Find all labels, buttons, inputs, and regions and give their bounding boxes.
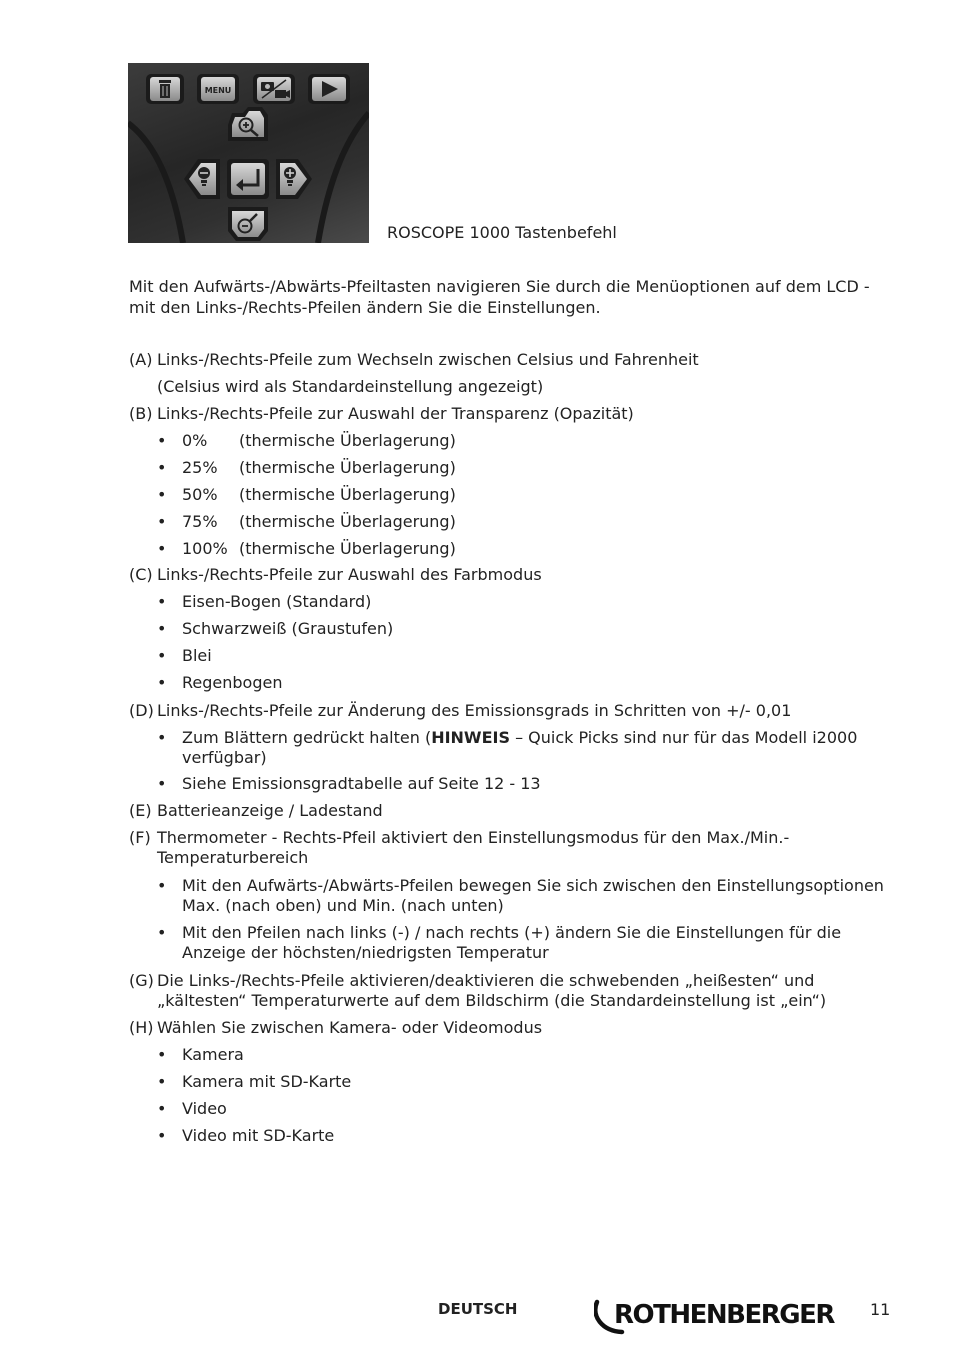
opacity-value: 75% bbox=[182, 512, 218, 531]
page-number: 11 bbox=[870, 1300, 891, 1319]
bullet-item: • Video bbox=[157, 1099, 887, 1119]
item-text: Links-/Rechts-Pfeile zur Auswahl der Transparenz (Opazität) bbox=[157, 404, 634, 423]
item-a-note bbox=[129, 377, 889, 397]
item-text: Batterieanzeige / Ladestand bbox=[157, 801, 383, 820]
bullet-item: • 0% (thermische Überlagerung) bbox=[157, 431, 456, 450]
bullet-item: • Siehe Emissionsgradtabelle auf Seite 12 - 13 bbox=[157, 774, 887, 794]
bullet-item: • Kamera bbox=[157, 1045, 887, 1065]
item-text: Wählen Sie zwischen Kamera- oder Videomodus bbox=[157, 1018, 543, 1037]
list-item-d bbox=[129, 701, 889, 721]
bullet-text: Video bbox=[182, 1099, 227, 1118]
item-letter: (C) bbox=[129, 565, 153, 584]
list-item-b bbox=[129, 404, 889, 424]
item-text: Thermometer - Rechts-Pfeil aktiviert den Einstellungsmodus für den Max./Min.-Temperaturbereich bbox=[157, 828, 790, 867]
item-text: Die Links-/Rechts-Pfeile aktivieren/deaktivieren die schwebenden „heißesten“ und „kältesten“ Temperaturwerte auf dem Bildschirm (die Standardeinstellung ist „ein“) bbox=[157, 971, 827, 1010]
list-item-g bbox=[129, 971, 889, 1011]
keypad-illustration bbox=[128, 63, 369, 243]
down-zoom-out-button[interactable] bbox=[228, 207, 268, 241]
delete-button[interactable] bbox=[146, 74, 184, 104]
play-button[interactable] bbox=[308, 74, 350, 104]
bullet-item: • Schwarzweiß (Graustufen) bbox=[157, 619, 887, 639]
bullet-text: Video mit SD-Karte bbox=[182, 1126, 335, 1145]
opacity-value: 0% bbox=[182, 431, 208, 450]
opacity-value: 25% bbox=[182, 458, 218, 477]
item-text: Links-/Rechts-Pfeile zur Änderung des Emissionsgrads in Schritten von +/- 0,01 bbox=[157, 701, 792, 720]
item-text: Links-/Rechts-Pfeile zur Auswahl des Farbmodus bbox=[157, 565, 542, 584]
bullet-text: Schwarzweiß (Graustufen) bbox=[182, 619, 394, 638]
item-letter: (B) bbox=[129, 404, 153, 423]
bullet-item: • 50% (thermische Überlagerung) bbox=[157, 485, 456, 504]
list-item-c bbox=[129, 565, 889, 585]
bullet-item: • Zum Blättern gedrückt halten (HINWEIS – Quick Picks sind nur für das Modell i2000 verfügbar) bbox=[157, 728, 858, 767]
item-letter: (D) bbox=[129, 701, 154, 720]
bullet-text: (thermische Überlagerung) bbox=[239, 539, 456, 558]
bullet-item: • 25% (thermische Überlagerung) bbox=[157, 458, 456, 477]
opacity-value: 50% bbox=[182, 485, 218, 504]
bullet-item: • 75% (thermische Überlagerung) bbox=[157, 512, 456, 531]
bullet-item: • Regenbogen bbox=[157, 673, 887, 693]
rothenberger-logo bbox=[594, 1296, 844, 1336]
bullet-text: Mit den Pfeilen nach links (-) / nach rechts (+) ändern Sie die Einstellungen für die Anzeige der höchsten/niedrigsten Temperatur bbox=[182, 923, 842, 962]
item-text: Links-/Rechts-Pfeile zum Wechseln zwischen Celsius und Fahrenheit bbox=[157, 350, 699, 369]
list-item-a bbox=[129, 350, 889, 370]
bullet-text-cont: – Quick Picks sind nur für das Modell i2000 verfügbar) bbox=[182, 728, 858, 767]
bullet-text: Kamera bbox=[182, 1045, 244, 1064]
bullet-item: • Mit den Pfeilen nach links (-) / nach rechts (+) ändern Sie die Einstellungen für die Anzeige der höchsten/niedrigsten Temperatur bbox=[157, 923, 887, 963]
bullet-text: Regenbogen bbox=[182, 673, 283, 692]
bullet-item: • Eisen-Bogen (Standard) bbox=[157, 592, 887, 612]
bullet-text: (thermische Überlagerung) bbox=[239, 458, 456, 477]
item-letter: (H) bbox=[129, 1018, 154, 1037]
bullet-text: Siehe Emissionsgradtabelle auf Seite 12 - 13 bbox=[182, 774, 541, 793]
bullet-item: • Video mit SD-Karte bbox=[157, 1126, 887, 1146]
bullet-text: Blei bbox=[182, 646, 212, 665]
item-letter: (G) bbox=[129, 971, 154, 990]
bullet-text: Mit den Aufwärts-/Abwärts-Pfeilen bewegen Sie sich zwischen den Einstellungsoptionen Max. (nach oben) und Min. (nach unten) bbox=[182, 876, 884, 915]
opacity-value: 100% bbox=[182, 539, 228, 558]
bullet-text: Eisen-Bogen (Standard) bbox=[182, 592, 372, 611]
item-note: (Celsius wird als Standardeinstellung angezeigt) bbox=[157, 377, 544, 396]
camera-video-button[interactable] bbox=[253, 74, 295, 104]
item-letter: (E) bbox=[129, 801, 152, 820]
trash-icon bbox=[159, 80, 171, 98]
bullet-item: • Kamera mit SD-Karte bbox=[157, 1072, 887, 1092]
footer-language: DEUTSCH bbox=[438, 1300, 518, 1318]
up-zoom-in-button[interactable] bbox=[228, 107, 268, 141]
enter-button[interactable] bbox=[227, 159, 269, 199]
bullet-text: Kamera mit SD-Karte bbox=[182, 1072, 352, 1091]
bullet-text: (thermische Überlagerung) bbox=[239, 512, 456, 531]
note-label: HINWEIS bbox=[431, 728, 510, 747]
figure-caption: ROSCOPE 1000 Tastenbefehl bbox=[387, 223, 617, 242]
menu-button[interactable] bbox=[197, 74, 239, 104]
brand-wordmark: ROTHENBERGER bbox=[614, 1300, 834, 1330]
list-item-f bbox=[129, 828, 889, 868]
bullet-text: (thermische Überlagerung) bbox=[239, 431, 456, 450]
left-button[interactable] bbox=[184, 159, 220, 199]
keypad-photo bbox=[128, 63, 369, 243]
bullet-item: • Blei bbox=[157, 646, 887, 666]
right-button[interactable] bbox=[276, 159, 312, 199]
item-letter: (F) bbox=[129, 828, 151, 847]
bullet-text: Zum Blättern gedrückt halten ( bbox=[182, 728, 432, 747]
bullet-text: (thermische Überlagerung) bbox=[239, 485, 456, 504]
bullet-item: • 100% (thermische Überlagerung) bbox=[157, 539, 456, 558]
menu-label: MENU bbox=[204, 86, 232, 95]
bullet-item: • Mit den Aufwärts-/Abwärts-Pfeilen bewegen Sie sich zwischen den Einstellungsoptionen Max. (nach oben) und Min. (nach unten) bbox=[157, 876, 887, 916]
list-item-e bbox=[129, 801, 889, 821]
list-item-h bbox=[129, 1018, 889, 1038]
item-letter: (A) bbox=[129, 350, 153, 369]
intro-paragraph: Mit den Aufwärts-/Abwärts-Pfeiltasten navigieren Sie durch die Menüoptionen auf dem LCD - mit den Links-/Rechts-Pfeilen ändern Sie die Einstellungen. bbox=[129, 277, 870, 317]
